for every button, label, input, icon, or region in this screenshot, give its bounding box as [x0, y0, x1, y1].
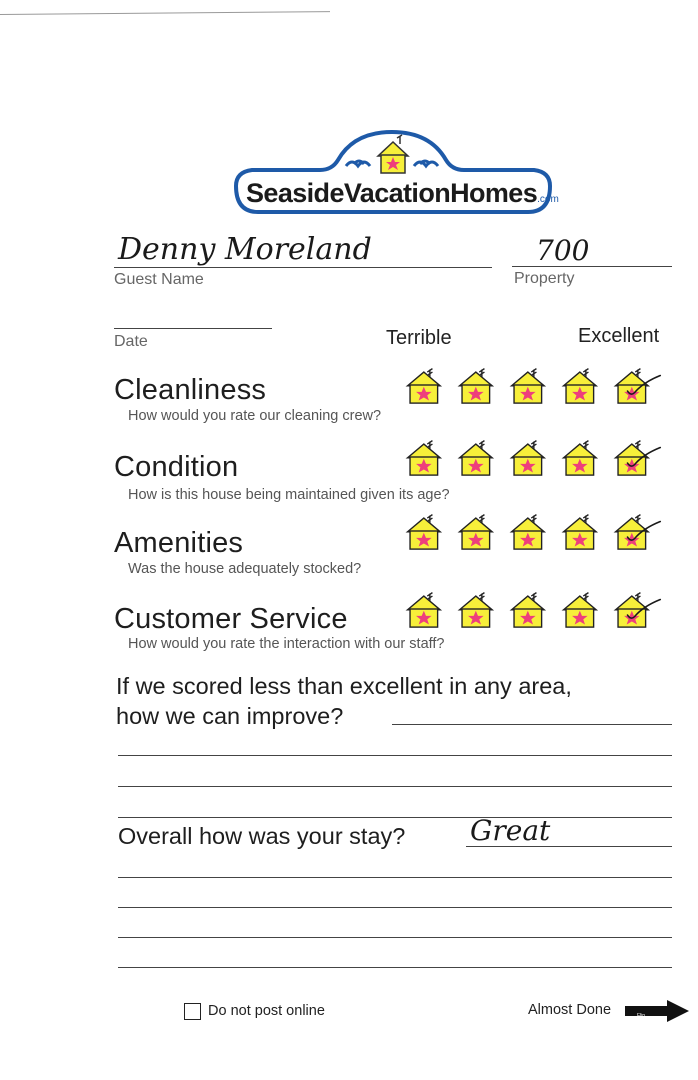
- property-line: [512, 266, 672, 267]
- no-post-checkbox[interactable]: [184, 1003, 201, 1020]
- date-line: [114, 328, 272, 329]
- overall-answer-line[interactable]: [466, 846, 672, 847]
- rating-house-icon[interactable]: [508, 586, 554, 632]
- rating-row: [404, 362, 658, 408]
- logo-suffix: .com: [537, 194, 559, 205]
- guest-name-label: Guest Name: [114, 271, 204, 288]
- flip-label: Flip: [637, 1013, 646, 1019]
- property-label: Property: [514, 270, 575, 287]
- logo: [228, 126, 558, 218]
- rating-house-icon[interactable]: [560, 586, 606, 632]
- rating-house-icon[interactable]: [508, 362, 554, 408]
- overall-answer-line[interactable]: [118, 877, 672, 878]
- rating-house-icon[interactable]: [612, 434, 658, 480]
- overall-question: Overall how was your stay?: [118, 823, 406, 849]
- overall-answer-line[interactable]: [118, 907, 672, 908]
- scan-edge-line: [0, 11, 330, 15]
- rating-house-icon[interactable]: [456, 362, 502, 408]
- category-subtitle: How would you rate the interaction with our staff?: [128, 636, 445, 652]
- rating-house-icon[interactable]: [612, 508, 658, 554]
- rating-house-icon[interactable]: [456, 508, 502, 554]
- rating-row: [404, 586, 658, 632]
- category-title: Condition: [114, 451, 239, 483]
- category-title: Amenities: [114, 527, 244, 559]
- rating-house-icon[interactable]: [404, 362, 450, 408]
- no-post-label: Do not post online: [208, 1003, 325, 1019]
- logo-text: [246, 178, 559, 209]
- rating-row: [404, 508, 658, 554]
- improve-answer-line[interactable]: [118, 755, 672, 756]
- rating-house-icon[interactable]: [456, 586, 502, 632]
- rating-house-icon[interactable]: [612, 586, 658, 632]
- scale-high-label: Excellent: [578, 325, 660, 347]
- improve-answer-line[interactable]: [392, 724, 672, 725]
- improve-question-line2: how we can improve?: [116, 703, 344, 729]
- improve-answer-line[interactable]: [118, 817, 672, 818]
- improve-answer-line[interactable]: [118, 786, 672, 787]
- rating-house-icon[interactable]: [560, 508, 606, 554]
- rating-house-icon[interactable]: [508, 434, 554, 480]
- rating-house-icon[interactable]: [404, 508, 450, 554]
- logo-brand: SeasideVacationHomes: [246, 178, 538, 208]
- overall-answer-value[interactable]: Great: [470, 814, 551, 847]
- overall-answer-line[interactable]: [118, 937, 672, 938]
- category-subtitle: How would you rate our cleaning crew?: [128, 408, 382, 424]
- rating-house-icon[interactable]: [508, 508, 554, 554]
- improve-question-line1: If we scored less than excellent in any area,: [116, 673, 572, 699]
- rating-house-icon[interactable]: [456, 434, 502, 480]
- category-title: Customer Service: [114, 603, 348, 635]
- guest-name-value[interactable]: Denny Moreland: [118, 232, 372, 267]
- almost-done-label: Almost Done: [528, 1002, 612, 1018]
- rating-house-icon[interactable]: [560, 434, 606, 480]
- category-title: Cleanliness: [114, 374, 267, 406]
- guest-name-line: [114, 267, 492, 268]
- category-subtitle: How is this house being maintained given its age?: [128, 487, 450, 503]
- rating-house-icon[interactable]: [404, 586, 450, 632]
- rating-row: [404, 434, 658, 480]
- flip-arrow-icon[interactable]: [625, 1000, 689, 1022]
- rating-house-icon[interactable]: [612, 362, 658, 408]
- date-label: Date: [114, 333, 148, 350]
- property-value[interactable]: 700: [536, 234, 590, 267]
- rating-house-icon[interactable]: [560, 362, 606, 408]
- scale-low-label: Terrible: [386, 327, 452, 349]
- overall-answer-line[interactable]: [118, 967, 672, 968]
- rating-house-icon[interactable]: [404, 434, 450, 480]
- category-subtitle: Was the house adequately stocked?: [128, 561, 362, 577]
